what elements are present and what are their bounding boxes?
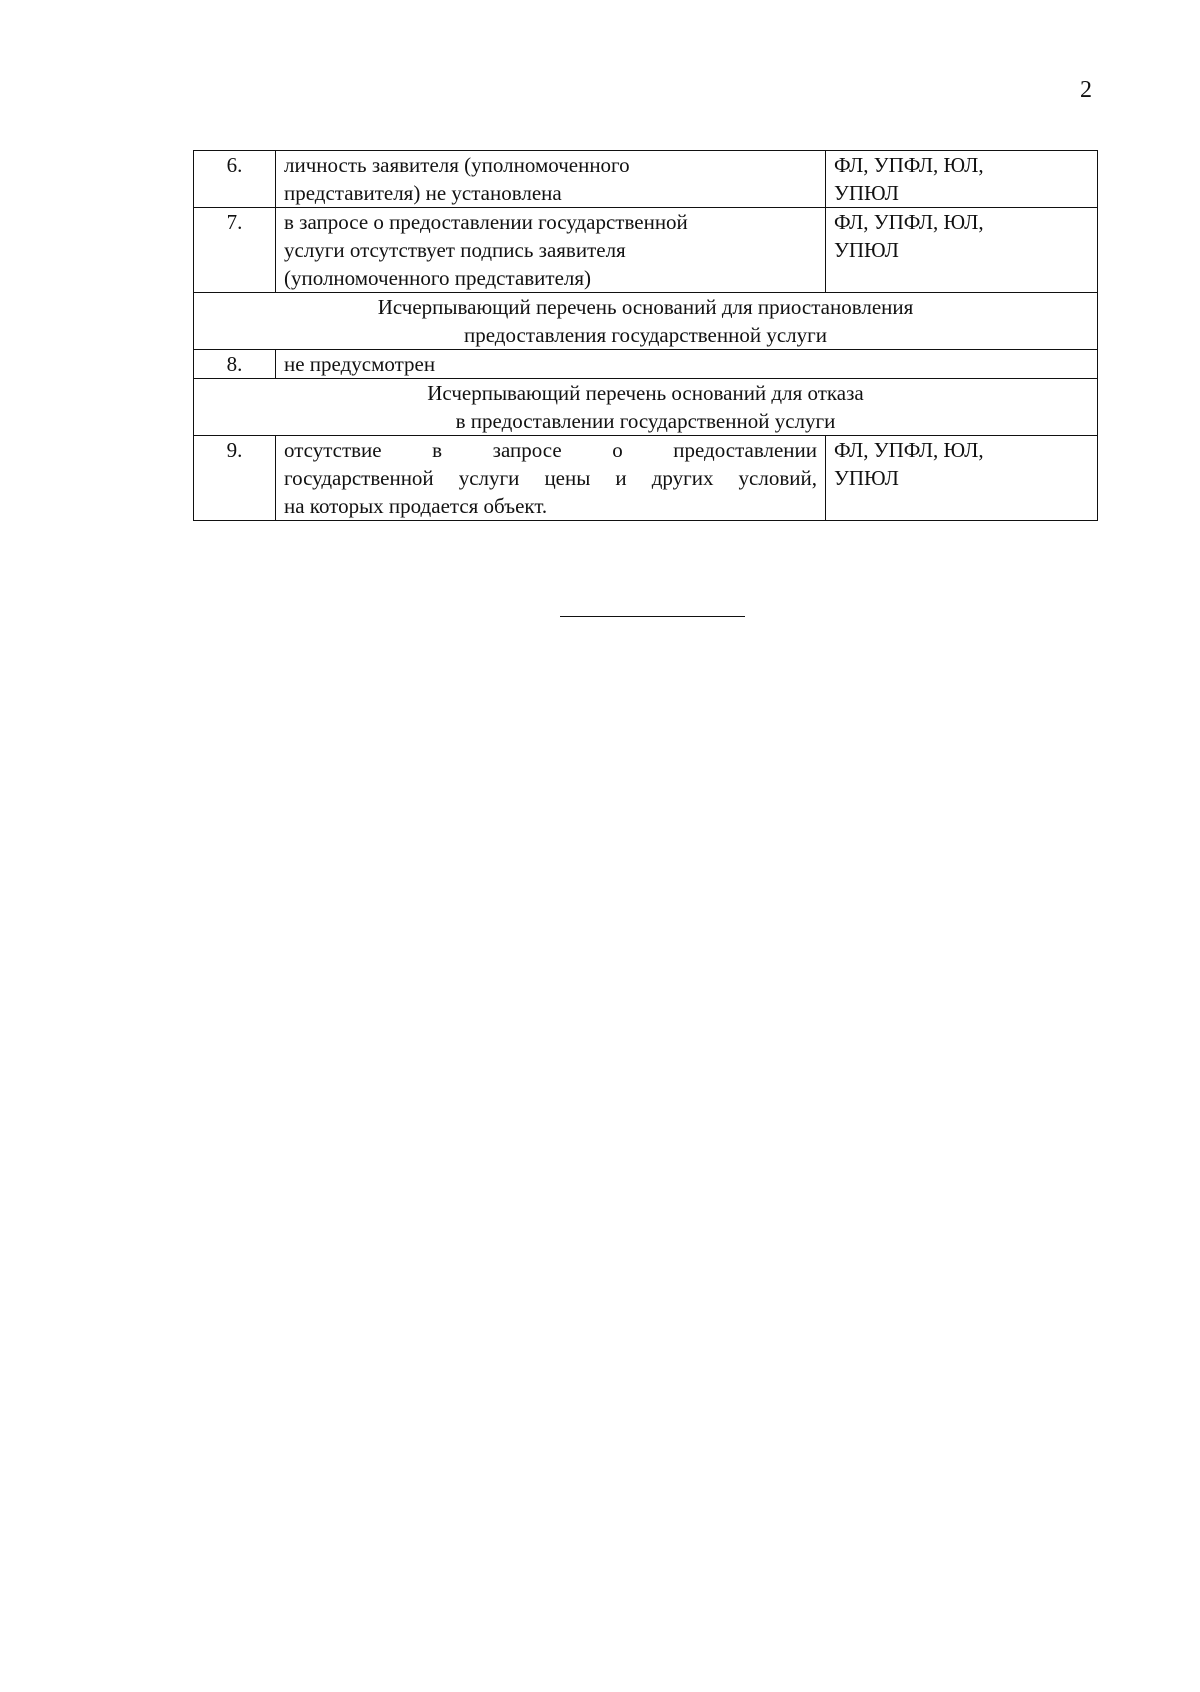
ground-text-line: отсутствие в запросе о предоставлении <box>284 438 817 462</box>
ground-text-line: в запросе о предоставлении государственной <box>284 210 688 234</box>
applicant-categories <box>826 208 1098 293</box>
section-heading-line: предоставления государственной услуги <box>464 323 827 347</box>
applicant-categories-line: УПЮЛ <box>834 238 899 262</box>
page-number: 2 <box>1080 77 1092 103</box>
section-heading-line: Исчерпывающий перечень оснований для приостановления <box>377 295 914 319</box>
applicant-categories-line: УПЮЛ <box>834 466 899 490</box>
ground-text: не предусмотрен <box>276 350 1098 379</box>
applicant-categories-line: ФЛ, УПФЛ, ЮЛ, <box>834 153 984 177</box>
applicant-categories <box>826 151 1098 208</box>
ground-text <box>276 208 826 293</box>
table-row <box>194 151 1098 208</box>
table-row <box>194 436 1098 521</box>
ground-text-line: представителя) не установлена <box>284 181 562 205</box>
ground-text <box>276 436 826 521</box>
section-heading-line: в предоставлении государственной услуги <box>455 409 836 433</box>
applicant-categories-line: ФЛ, УПФЛ, ЮЛ, <box>834 438 984 462</box>
row-number: 7. <box>194 208 276 293</box>
ground-text-line: личность заявителя (уполномоченного <box>284 153 630 177</box>
applicant-categories-line: УПЮЛ <box>834 181 899 205</box>
ground-text-line: государственной услуги цены и других условий, <box>284 466 817 490</box>
ground-text-line: услуги отсутствует подпись заявителя <box>284 238 626 262</box>
section-row <box>194 379 1098 436</box>
section-heading <box>194 379 1098 436</box>
end-rule <box>560 616 745 617</box>
ground-text <box>276 151 826 208</box>
table-row <box>194 350 1098 379</box>
row-number: 8. <box>194 350 276 379</box>
row-number: 9. <box>194 436 276 521</box>
ground-text-line: на которых продается объект. <box>284 494 548 518</box>
applicant-categories-line: ФЛ, УПФЛ, ЮЛ, <box>834 210 984 234</box>
applicant-categories <box>826 436 1098 521</box>
section-row <box>194 293 1098 350</box>
section-heading-line: Исчерпывающий перечень оснований для отказа <box>427 381 864 405</box>
ground-text-line: (уполномоченного представителя) <box>284 266 592 290</box>
row-number: 6. <box>194 151 276 208</box>
table-row <box>194 208 1098 293</box>
section-heading <box>194 293 1098 350</box>
grounds-table <box>193 150 1098 521</box>
